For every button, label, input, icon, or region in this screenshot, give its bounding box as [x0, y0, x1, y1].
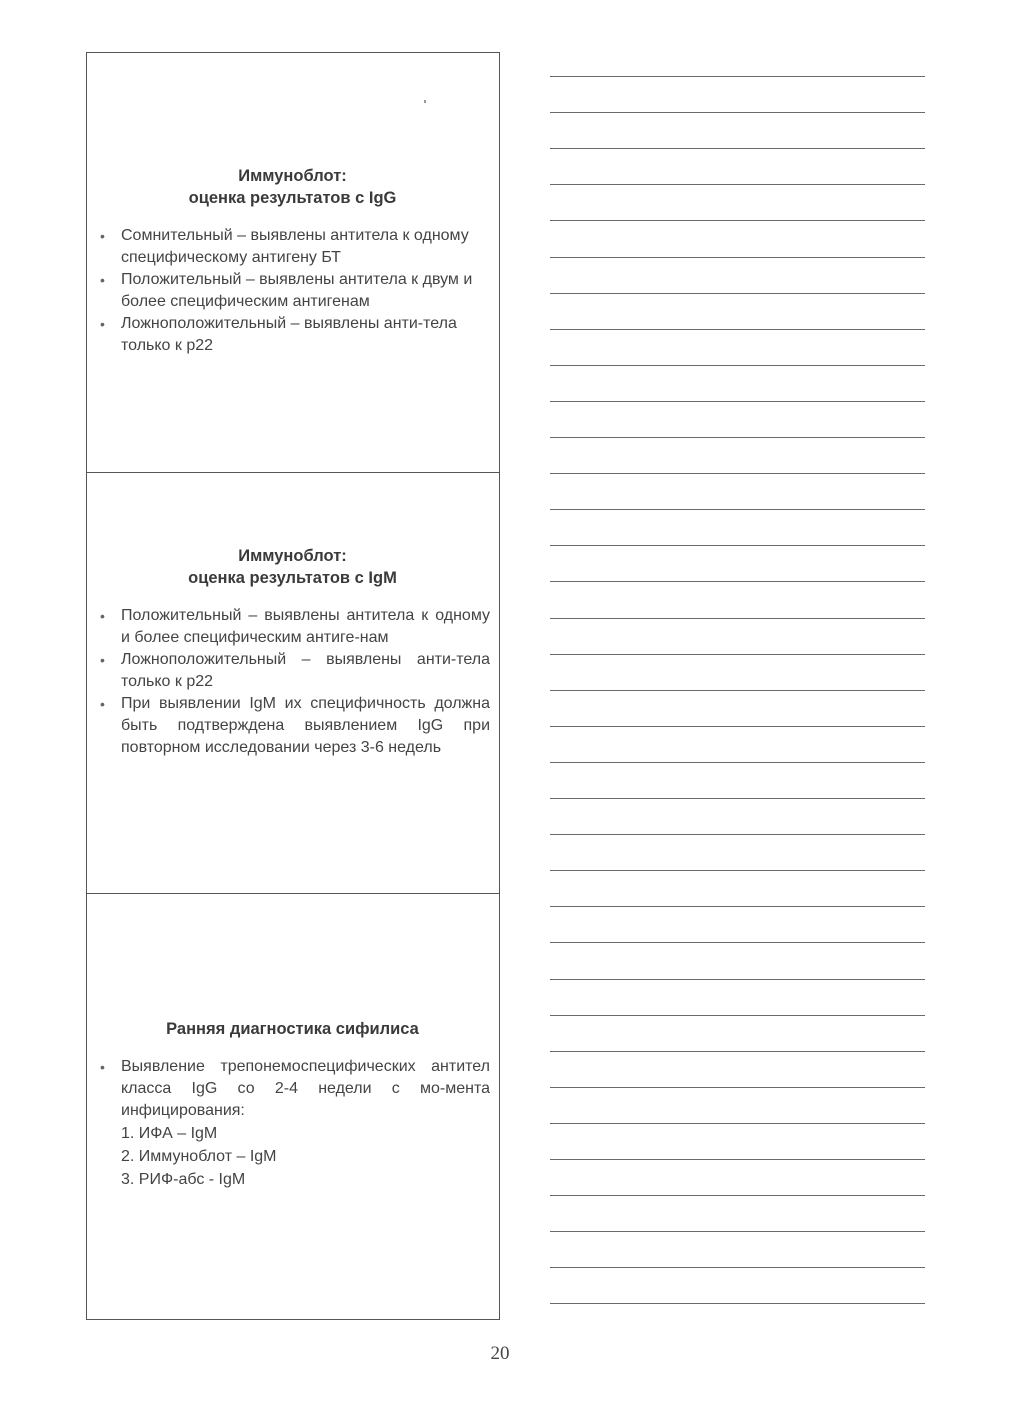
bullet-text: При выявлении IgM их специфичность должна быть подтверждена выявлением IgG при повторном исследовании через 3-6 недель	[121, 695, 490, 756]
note-line	[550, 942, 925, 943]
slide-title	[95, 545, 490, 589]
note-line	[550, 726, 925, 727]
note-line	[550, 1087, 925, 1088]
note-line	[550, 220, 925, 221]
slide-igg-evaluation	[87, 53, 499, 473]
note-line	[550, 762, 925, 763]
slide-title-line: Иммуноблот:	[238, 547, 347, 565]
note-line	[550, 906, 925, 907]
slides-column	[86, 52, 500, 1320]
bullet-item	[95, 605, 490, 649]
bullet-item	[95, 225, 490, 269]
bullet-text: Положительный – выявлены антитела к одному и более специфическим антиге-нам	[121, 607, 490, 646]
bullet-item	[95, 649, 490, 693]
page-number: 20	[490, 1343, 510, 1364]
note-line	[550, 1267, 925, 1268]
note-line	[550, 979, 925, 980]
bullet-text: Положительный – выявлены антитела к двум и более специфическим антигенам	[121, 271, 473, 310]
note-line	[550, 581, 925, 582]
bullet-icon: •	[100, 316, 105, 332]
bullet-text: Сомнительный – выявлены антитела к одному специфическому антигену БТ	[121, 227, 469, 266]
note-line	[550, 690, 925, 691]
note-line	[550, 112, 925, 113]
note-line	[550, 184, 925, 185]
note-line	[550, 1303, 925, 1304]
slide-early-diagnosis	[87, 894, 499, 1319]
bullet-item	[95, 693, 490, 759]
note-line	[550, 798, 925, 799]
slide-title-line: Ранняя диагностика сифилиса	[166, 1020, 419, 1038]
note-line	[550, 545, 925, 546]
bullet-list	[95, 605, 490, 759]
numbered-item: 1. ИФА – IgM	[121, 1125, 218, 1142]
bullet-icon: •	[100, 696, 105, 712]
note-line	[550, 76, 925, 77]
note-line	[550, 618, 925, 619]
bullet-icon: •	[100, 272, 105, 288]
note-line	[550, 654, 925, 655]
bullet-icon: •	[100, 1059, 105, 1075]
bullet-item	[95, 269, 490, 313]
note-line	[550, 401, 925, 402]
slide-title-line: Иммуноблот:	[238, 167, 347, 185]
bullet-icon: •	[100, 652, 105, 668]
slide-igm-evaluation	[87, 473, 499, 894]
note-line	[550, 834, 925, 835]
note-line	[550, 1195, 925, 1196]
note-line	[550, 473, 925, 474]
slide-title	[95, 1018, 490, 1040]
bullet-icon: •	[100, 228, 105, 244]
note-line	[550, 148, 925, 149]
note-line	[550, 257, 925, 258]
bullet-list	[95, 1056, 490, 1122]
numbered-list	[95, 1122, 490, 1191]
note-line	[550, 870, 925, 871]
bullet-list	[95, 225, 490, 357]
bullet-item	[95, 313, 490, 357]
note-line	[550, 437, 925, 438]
numbered-item: 3. РИФ-абс - IgM	[121, 1171, 246, 1188]
note-line	[550, 1123, 925, 1124]
bullet-item	[95, 1056, 490, 1122]
note-line	[550, 509, 925, 510]
note-line	[550, 1231, 925, 1232]
slide-title-line: оценка результатов с IgG	[188, 189, 397, 207]
note-line	[550, 329, 925, 330]
bullet-icon: •	[100, 608, 105, 624]
note-line	[550, 1159, 925, 1160]
speck-mark	[424, 100, 426, 103]
bullet-text: Ложноположительный – выявлены анти-тела только к p22	[121, 651, 490, 690]
bullet-text: Ложноположительный – выявлены анти-тела только к p22	[121, 315, 457, 354]
note-line	[550, 1015, 925, 1016]
slide-title	[95, 165, 490, 209]
bullet-text: Выявление трепонемоспецифических антител класса IgG со 2-4 недели с мо-мента инфицирования:	[121, 1058, 490, 1119]
slide-title-line: оценка результатов с IgM	[188, 569, 397, 587]
numbered-item: 2. Иммуноблот – IgM	[121, 1148, 277, 1165]
note-line	[550, 293, 925, 294]
note-line	[550, 1051, 925, 1052]
note-line	[550, 365, 925, 366]
notes-lines	[550, 0, 925, 1320]
